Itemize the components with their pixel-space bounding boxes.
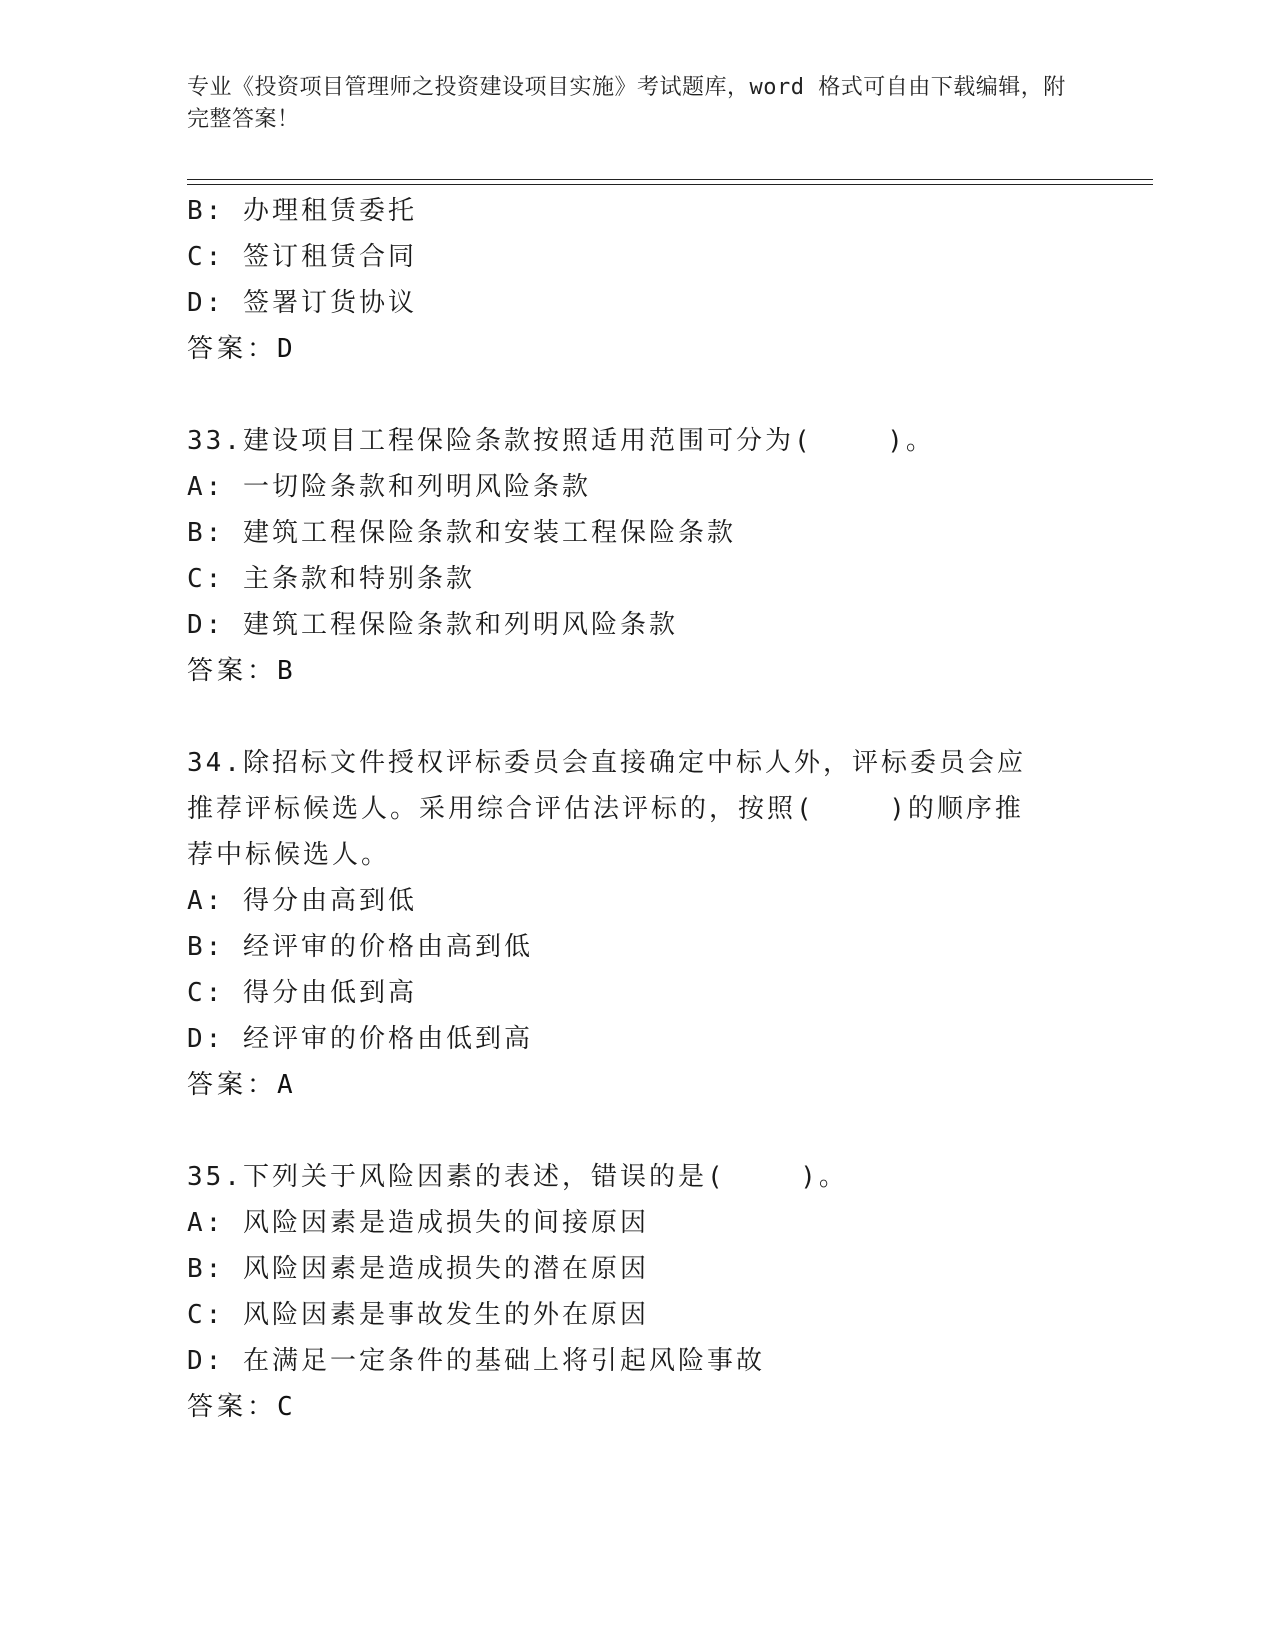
answer-line: [187, 326, 1087, 372]
answer-value: B: [277, 656, 295, 686]
option-c: C: 得分由低到高: [187, 978, 417, 1008]
option-d: D: 在满足一定条件的基础上将引起风险事故: [187, 1346, 765, 1376]
option-b: B: 办理租赁委托: [187, 196, 417, 226]
answer-value: A: [277, 1070, 295, 1100]
answer-line: [187, 1384, 1087, 1430]
option-d: D: 经评审的价格由低到高: [187, 1024, 533, 1054]
option-b: B: 风险因素是造成损失的潜在原因: [187, 1254, 649, 1284]
header-divider-bottom: [187, 184, 1153, 185]
question-list: [187, 188, 1087, 1430]
answer-value: D: [277, 334, 295, 364]
question-block: [187, 188, 1087, 372]
option-b: B: 经评审的价格由高到低: [187, 932, 533, 962]
option-d: D: 签署订货协议: [187, 288, 417, 318]
question-block: [187, 1154, 1087, 1430]
option-c: C: 主条款和特别条款: [187, 564, 475, 594]
question-text: 33.建设项目工程保险条款按照适用范围可分为( )。: [187, 426, 935, 456]
answer-label: 答案：: [187, 656, 278, 686]
option-d: D: 建筑工程保险条款和列明风险条款: [187, 610, 678, 640]
answer-label: 答案：: [187, 1070, 278, 1100]
option-c: C: 风险因素是事故发生的外在原因: [187, 1300, 649, 1330]
option-a: A: 得分由高到低: [187, 886, 417, 916]
option-c: C: 签订租赁合同: [187, 242, 417, 272]
question-text: 35.下列关于风险因素的表述，错误的是( )。: [187, 1162, 848, 1192]
question-block: [187, 740, 1087, 1108]
answer-label: 答案：: [187, 334, 278, 364]
question-text: 34.除招标文件授权评标委员会直接确定中标人外，评标委员会应推荐评标候选人。采用综合评估法评标的，按照( )的顺序推荐中标候选人。: [187, 748, 1026, 870]
answer-line: [187, 648, 1087, 694]
answer-label: 答案：: [187, 1392, 278, 1422]
header-divider-top: [187, 179, 1153, 180]
option-a: A: 风险因素是造成损失的间接原因: [187, 1208, 649, 1238]
document-header: 专业《投资项目管理师之投资建设项目实施》考试题库，word 格式可自由下载编辑，附完整答案！: [187, 75, 1066, 132]
option-b: B: 建筑工程保险条款和安装工程保险条款: [187, 518, 736, 548]
question-block: [187, 418, 1087, 694]
option-a: A: 一切险条款和列明风险条款: [187, 472, 591, 502]
answer-value: C: [277, 1392, 295, 1422]
answer-line: [187, 1062, 1087, 1108]
